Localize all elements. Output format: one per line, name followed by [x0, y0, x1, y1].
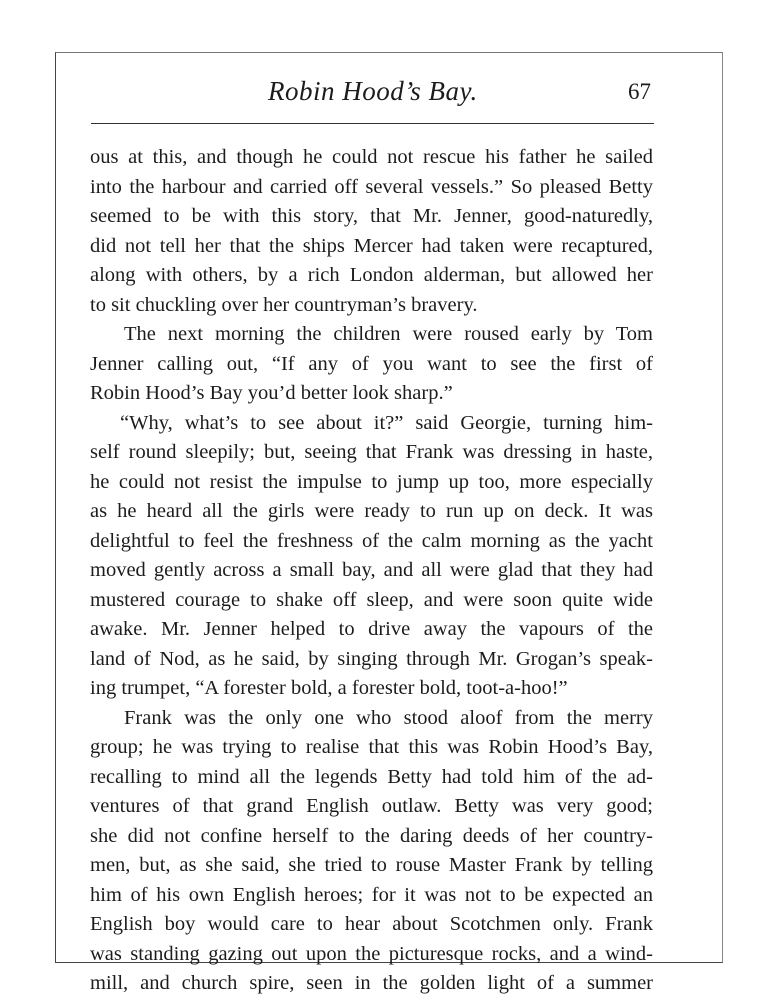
- text-line: seemed to be with this story, that Mr. Jenner, good-naturedly,: [90, 205, 653, 227]
- text-line: men, but, as she said, she tried to rouse Master Frank by telling: [90, 854, 653, 876]
- text-line: Frank was the only one who stood aloof from the merry: [124, 706, 653, 729]
- page-number: 67: [628, 79, 651, 104]
- text-line: English boy would care to hear about Scotchmen only. Frank: [90, 913, 653, 935]
- text-line: was standing gazing out upon the picturesque rocks, and a wind-: [90, 942, 653, 965]
- text-line: The next morning the children were roused early by Tom: [124, 323, 653, 345]
- text-line: awake. Mr. Jenner helped to drive away the vapours of the: [90, 618, 653, 640]
- text-line: Jenner calling out, “If any of you want to see the first of: [90, 352, 653, 375]
- text-line: she did not confine herself to the daring deeds of her country-: [90, 824, 653, 847]
- text-line: along with others, by a rich London alderman, but allowed her: [90, 264, 653, 286]
- text-line: mustered courage to shake off sleep, and were soon quite wide: [90, 588, 653, 611]
- text-line: self round sleepily; but, seeing that Frank was dressing in haste,: [90, 441, 653, 463]
- running-title: Robin Hood’s Bay.: [268, 76, 478, 106]
- text-line: delightful to feel the freshness of the calm morning as the yacht: [90, 529, 653, 552]
- text-line: ing trumpet, “A forester bold, a forester bold, toot-a-hoo!”: [90, 677, 568, 699]
- text-line: recalling to mind all the legends Betty had told him of the ad-: [90, 765, 653, 788]
- page-header: [0, 76, 757, 116]
- header-rule: [91, 123, 654, 124]
- text-line: ventures of that grand English outlaw. Betty was very good;: [90, 795, 653, 817]
- text-line: group; he was trying to realise that this was Robin Hood’s Bay,: [90, 736, 653, 758]
- text-line: “Why, what’s to see about it?” said Georgie, turning him-: [120, 411, 653, 434]
- text-line: land of Nod, as he said, by singing through Mr. Grogan’s speak-: [90, 647, 653, 670]
- text-line: him of his own English heroes; for it was not to be expected an: [90, 883, 653, 906]
- text-line: he could not resist the impulse to jump up too, more especially: [90, 470, 653, 493]
- text-line: into the harbour and carried off several vessels.” So pleased Betty: [90, 175, 653, 198]
- text-line: mill, and church spire, seen in the golden light of a summer: [90, 972, 653, 994]
- text-line: to sit chuckling over her countryman’s bravery.: [90, 293, 478, 316]
- text-line: did not tell her that the ships Mercer had taken were recaptured,: [90, 234, 653, 257]
- text-line: moved gently across a small bay, and all were glad that they had: [90, 559, 653, 581]
- text-line: ous at this, and though he could not rescue his father he sailed: [90, 146, 653, 168]
- body-text: [90, 143, 653, 999]
- text-line: Robin Hood’s Bay you’d better look sharp.”: [90, 382, 453, 404]
- text-line: as he heard all the girls were ready to run up on deck. It was: [90, 500, 653, 522]
